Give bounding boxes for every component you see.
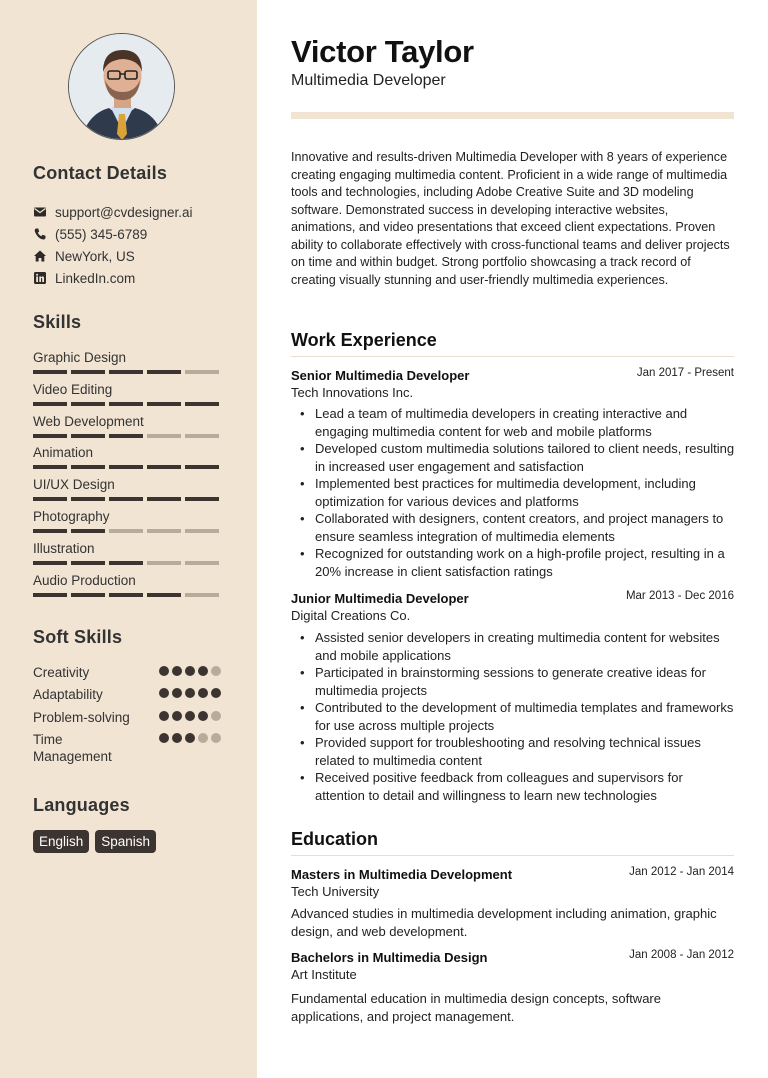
sidebar xyxy=(0,0,257,1078)
rating-dot xyxy=(211,666,221,676)
soft-skill-name: Time Management xyxy=(33,732,112,764)
skill-name: UI/UX Design xyxy=(33,477,115,493)
skill-level-segment xyxy=(185,497,219,501)
skill-name: Web Development xyxy=(33,413,144,429)
rating-dot xyxy=(172,688,182,698)
rating-dot xyxy=(159,688,169,698)
skill-level-segment xyxy=(33,402,67,406)
skill-level-segment xyxy=(185,370,219,374)
skill-level-segment xyxy=(33,370,67,374)
rating-dot xyxy=(198,733,208,743)
soft-skill-rating xyxy=(159,711,224,721)
degree-description: Advanced studies in multimedia development including animation, graphic design, and web development. xyxy=(291,906,717,939)
degree-title: Masters in Multimedia Development xyxy=(291,867,513,882)
job-bullet: • Collaborated with designers, content creators, and project managers to ensure seamless integration of multimedia elements xyxy=(291,510,736,545)
skill-level-segment xyxy=(71,434,105,438)
envelope-icon xyxy=(33,205,47,219)
skill-level-segment xyxy=(33,529,67,533)
job-dates: Jan 2017 - Present xyxy=(636,367,734,379)
soft-skill-item xyxy=(33,731,225,765)
skill-level-bars xyxy=(33,593,223,597)
soft-skill-name: Problem-solving xyxy=(33,710,130,725)
rating-dot xyxy=(159,666,169,676)
degree-dates: Jan 2012 - Jan 2014 xyxy=(629,866,734,878)
header-accent-bar xyxy=(291,112,734,119)
skill-level-segment xyxy=(185,465,219,469)
soft-skills-heading: Soft Skills xyxy=(33,627,123,647)
skill-item xyxy=(33,508,223,533)
phone-icon xyxy=(33,227,47,241)
skill-level-segment xyxy=(185,434,219,438)
skill-level-segment xyxy=(71,370,105,374)
job-bullet: • Developed custom multimedia solutions tailored to client needs, resulting in increased user engagement and satisfaction xyxy=(291,440,736,475)
contact-heading: Contact Details xyxy=(33,163,168,183)
job-bullet: • Recognized for outstanding work on a high-profile project, resulting in a 20% increase in client satisfaction ratings xyxy=(291,545,736,580)
skill-level-segment xyxy=(185,529,219,533)
skill-level-segment xyxy=(71,529,105,533)
skill-name: Video Editing xyxy=(33,381,113,397)
skill-level-segment xyxy=(33,465,67,469)
contact-location xyxy=(33,247,135,265)
skill-level-segment xyxy=(109,434,143,438)
skill-level-segment xyxy=(109,529,143,533)
job-title: Junior Multimedia Developer xyxy=(291,591,469,606)
job-bullet: • Assisted senior developers in creating multimedia content for websites and mobile applications xyxy=(291,629,736,664)
languages-list xyxy=(33,830,162,853)
linkedin-icon xyxy=(33,271,47,285)
contact-linkedin[interactable] xyxy=(33,269,135,287)
skill-item xyxy=(33,349,223,374)
skill-name: Photography xyxy=(33,509,110,524)
skill-item xyxy=(33,476,223,501)
skill-level-segment xyxy=(71,561,105,565)
skill-name: Graphic Design xyxy=(33,350,127,365)
rating-dot xyxy=(211,688,221,698)
candidate-role: Multimedia Developer xyxy=(291,72,446,89)
degree-title: Bachelors in Multimedia Design xyxy=(291,950,488,965)
skill-level-bars xyxy=(33,434,223,438)
job-bullet: • Participated in brainstorming sessions to generate creative ideas for multimedia projects xyxy=(291,664,736,699)
skill-level-segment xyxy=(147,370,181,374)
skill-level-segment xyxy=(33,593,67,597)
rating-dot xyxy=(159,733,169,743)
rating-dot xyxy=(211,711,221,721)
job-bullets xyxy=(291,629,736,804)
job-dates: Mar 2013 - Dec 2016 xyxy=(625,590,734,602)
skill-item xyxy=(33,540,223,565)
skill-level-segment xyxy=(71,402,105,406)
contact-location-text: NewYork, US xyxy=(55,248,135,264)
skill-level-bars xyxy=(33,561,223,565)
job-bullet: • Provided support for troubleshooting and resolving technical issues related to multimedia content xyxy=(291,734,736,769)
skill-level-segment xyxy=(147,465,181,469)
skill-name: Illustration xyxy=(33,540,95,556)
profile-summary: Innovative and results-driven Multimedia Developer with 8 years of experience creating engaging multimedia content. Proficient in a wide range of multimedia tools and technologies, including Adobe Creative Suite and 3D modeling software. Demonstrated success in developing interactive websites, animations, and video presentations that exceed client expectations. Proven ability to collaborate effectively with cross-functional teams and deliver projects on time and within budget. Strong portfolio showcasing a track record of creating visually stunning and user-friendly multimedia experiences. xyxy=(291,150,730,287)
skill-level-segment xyxy=(185,593,219,597)
skill-item xyxy=(33,413,223,438)
job-bullets xyxy=(291,405,736,580)
job-company: Digital Creations Co. xyxy=(291,608,411,623)
skill-name: Audio Production xyxy=(33,572,136,588)
soft-skill-name: Creativity xyxy=(33,665,90,680)
job-title: Senior Multimedia Developer xyxy=(291,368,470,383)
rating-dot xyxy=(172,666,182,676)
soft-skill-rating xyxy=(159,666,224,676)
skill-level-segment xyxy=(109,593,143,597)
contact-phone-text: (555) 345-6789 xyxy=(55,226,148,242)
skill-level-segment xyxy=(109,497,143,501)
skill-level-segment xyxy=(71,465,105,469)
skill-level-segment xyxy=(33,497,67,501)
candidate-name: Victor Taylor xyxy=(291,34,474,69)
skill-level-segment xyxy=(147,402,181,406)
skill-level-bars xyxy=(33,497,223,501)
rating-dot xyxy=(198,688,208,698)
skill-level-segment xyxy=(33,561,67,565)
job-bullet: • Contributed to the development of multimedia templates and frameworks for use across multiple projects xyxy=(291,699,736,734)
contact-linkedin-text: LinkedIn.com xyxy=(55,270,136,286)
education-heading: Education xyxy=(291,829,379,849)
language-badge: English xyxy=(33,830,89,853)
language-badge: Spanish xyxy=(95,830,156,853)
rating-dot xyxy=(159,711,169,721)
soft-skill-rating xyxy=(159,733,224,743)
job-company: Tech Innovations Inc. xyxy=(291,385,414,400)
skill-level-bars xyxy=(33,465,223,469)
skill-level-segment xyxy=(147,529,181,533)
skill-level-segment xyxy=(109,561,143,565)
skill-level-segment xyxy=(71,593,105,597)
skill-level-segment xyxy=(185,402,219,406)
skill-level-bars xyxy=(33,529,223,533)
degree-dates: Jan 2008 - Jan 2012 xyxy=(629,949,734,961)
rating-dot xyxy=(198,711,208,721)
skill-level-segment xyxy=(147,497,181,501)
skill-level-segment xyxy=(147,434,181,438)
rating-dot xyxy=(172,711,182,721)
skill-level-segment xyxy=(147,561,181,565)
rating-dot xyxy=(211,733,221,743)
skill-level-segment xyxy=(109,402,143,406)
skill-level-segment xyxy=(109,465,143,469)
contact-email-text: support@cvdesigner.ai xyxy=(55,204,193,220)
skill-level-segment xyxy=(147,593,181,597)
section-divider xyxy=(291,855,734,856)
job-bullet: • Lead a team of multimedia developers in creating interactive and engaging multimedia content for web and mobile platforms xyxy=(291,405,736,440)
rating-dot xyxy=(185,688,195,698)
rating-dot xyxy=(185,733,195,743)
skill-name: Animation xyxy=(33,445,94,461)
job-bullet: • Implemented best practices for multimedia development, including optimization for various devices and platforms xyxy=(291,475,736,510)
languages-heading: Languages xyxy=(33,795,130,815)
rating-dot xyxy=(185,711,195,721)
avatar xyxy=(68,33,175,140)
rating-dot xyxy=(198,666,208,676)
degree-description: Fundamental education in multimedia design concepts, software applications, and project management. xyxy=(291,991,661,1024)
skill-level-segment xyxy=(71,497,105,501)
skill-item xyxy=(33,444,223,469)
school-name: Art Institute xyxy=(291,967,357,982)
skill-item xyxy=(33,572,223,597)
job-bullet: • Received positive feedback from colleagues and supervisors for attention to detail and willingness to learn new technologies xyxy=(291,769,736,804)
rating-dot xyxy=(185,666,195,676)
school-name: Tech University xyxy=(291,884,380,899)
home-icon xyxy=(33,249,47,263)
skill-level-bars xyxy=(33,402,223,406)
main-content xyxy=(257,0,768,1078)
skill-level-segment xyxy=(33,434,67,438)
skill-level-segment xyxy=(109,370,143,374)
skill-level-segment xyxy=(185,561,219,565)
skills-heading: Skills xyxy=(33,312,82,332)
contact-email[interactable] xyxy=(33,203,193,221)
rating-dot xyxy=(172,733,182,743)
section-divider xyxy=(291,356,734,357)
skill-level-bars xyxy=(33,370,223,374)
skill-item xyxy=(33,381,223,406)
work-experience-heading: Work Experience xyxy=(291,330,437,350)
soft-skill-name: Adaptability xyxy=(33,687,103,702)
profile-photo xyxy=(69,34,175,140)
contact-phone[interactable] xyxy=(33,225,147,243)
soft-skill-rating xyxy=(159,688,224,698)
